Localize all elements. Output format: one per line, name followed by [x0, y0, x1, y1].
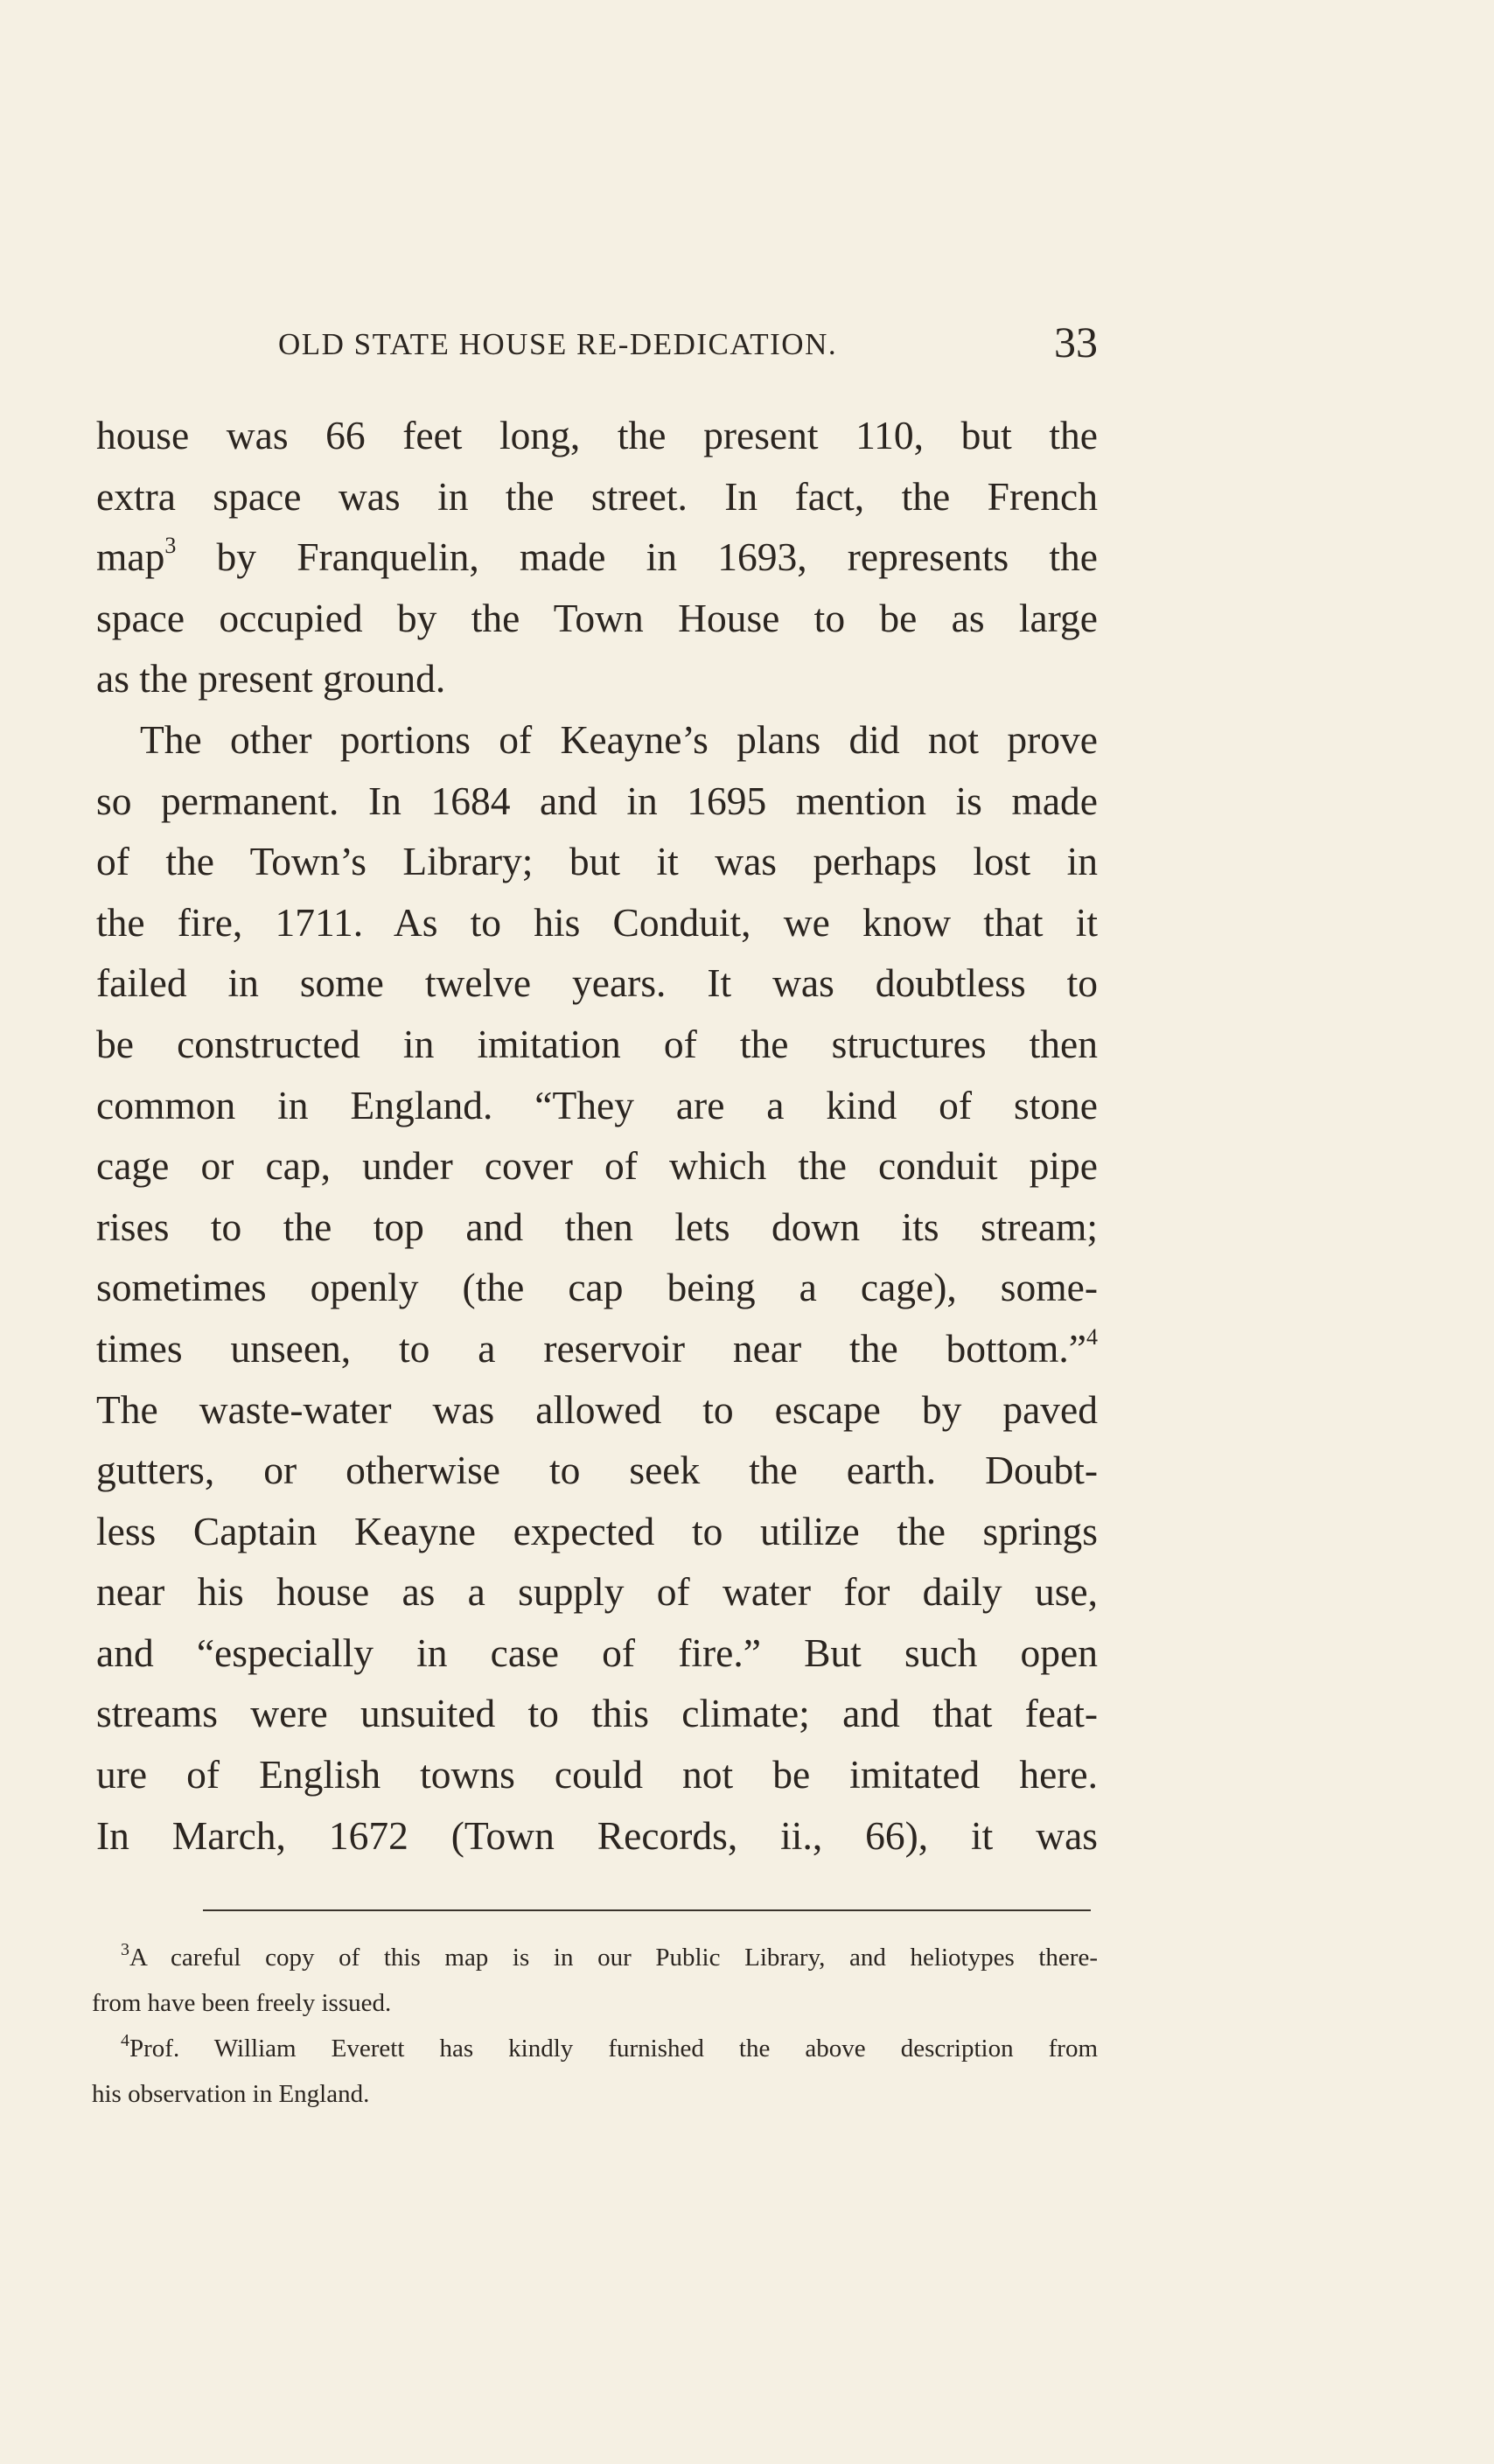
footnote-ref-3: 3	[164, 533, 177, 559]
footnote-ref-4: 4	[1086, 1323, 1098, 1350]
footnote-divider	[203, 1909, 1091, 1911]
text-line-with-footnote-ref	[96, 1318, 1098, 1379]
footnotes	[92, 1935, 1098, 2117]
text-line: of the Town’s Library; but it was perhaps lost in	[96, 839, 1098, 884]
text-line: house was 66 feet long, the present 110, but the	[96, 413, 1098, 457]
text-line: common in England. “They are a kind of stone	[96, 1082, 1098, 1127]
text-line: cage or cap, under cover of which the conduit pipe	[96, 1143, 1098, 1189]
text-fragment: times unseen, to a reservoir near the bottom.”	[96, 1325, 1086, 1371]
text-line: less Captain Keayne expected to utilize the springs	[96, 1508, 1098, 1553]
text-line: be constructed in imitation of the structures then	[96, 1021, 1098, 1066]
text-line: as the present ground.	[96, 656, 446, 702]
text-line: failed in some twelve years. It was doubtless to	[96, 960, 1098, 1006]
text-line: gutters, or otherwise to seek the earth. Doubt-	[96, 1448, 1098, 1493]
text-line-with-footnote-ref	[96, 527, 1098, 588]
text-line: The other portions of Keayne’s plans did not prove	[140, 716, 1098, 762]
footnote-text: A careful copy of this map is in our Public Library, and heliotypes there-	[129, 1944, 1098, 1972]
text-line: sometimes openly (the cap being a cage), some-	[96, 1265, 1098, 1310]
text-line: the fire, 1711. As to his Conduit, we know that it	[96, 899, 1098, 945]
text-fragment: map	[96, 534, 165, 580]
text-line: near his house as a supply of water for daily use,	[96, 1569, 1098, 1615]
text-line: streams were unsuited to this climate; and that feat-	[96, 1691, 1098, 1736]
page-header	[96, 317, 1098, 369]
text-line: rises to the top and then lets down its stream;	[96, 1204, 1098, 1249]
text-line: space occupied by the Town House to be as large	[96, 595, 1098, 640]
text-fragment: by Franquelin, made in 1693, represents the	[216, 534, 1098, 580]
body-text	[96, 405, 1098, 1866]
footnote-marker-3: 3	[121, 1940, 129, 1959]
footnote-3-continued: from have been freely issued.	[92, 1989, 392, 2017]
footnote-4-continued: his observation in England.	[92, 2080, 370, 2108]
footnote-3	[92, 1935, 1098, 1980]
text-line: so permanent. In 1684 and in 1695 mention is made	[96, 778, 1098, 823]
footnote-4	[92, 2026, 1098, 2071]
footnote-marker-4: 4	[121, 2031, 129, 2050]
page-number: 33	[1054, 318, 1098, 366]
text-line: extra space was in the street. In fact, the French	[96, 473, 1098, 519]
text-line: In March, 1672 (Town Records, ii., 66), it was	[96, 1812, 1098, 1858]
footnote-text: Prof. William Everett has kindly furnished the above description from	[129, 2035, 1098, 2063]
text-line: and “especially in case of fire.” But such open	[96, 1630, 1098, 1675]
text-line: ure of English towns could not be imitated here.	[96, 1752, 1098, 1797]
text-line: The waste-water was allowed to escape by paved	[96, 1386, 1098, 1432]
running-head: OLD STATE HOUSE RE-DEDICATION.	[278, 327, 838, 361]
